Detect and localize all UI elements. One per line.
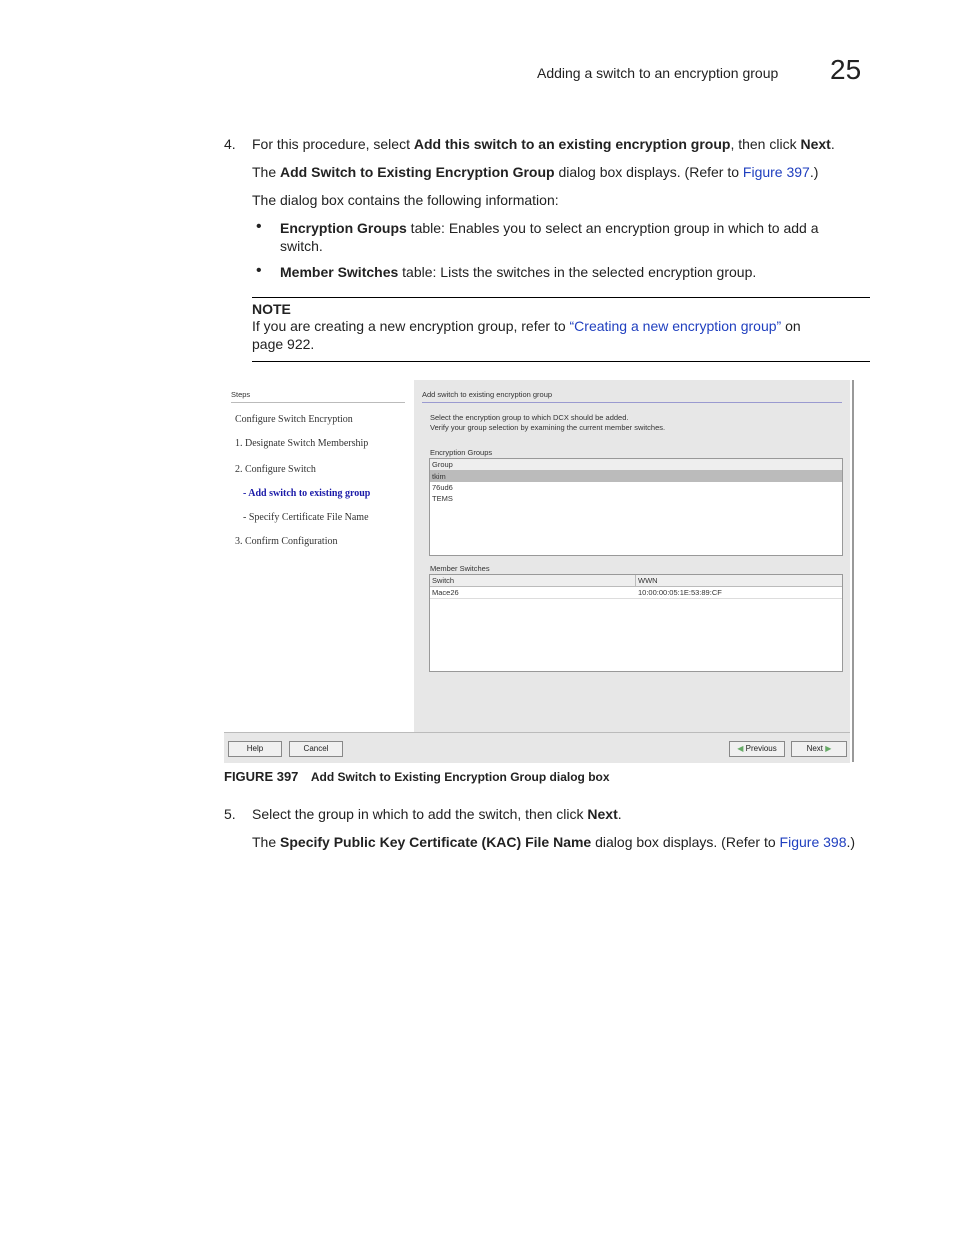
figure-caption bbox=[224, 768, 610, 786]
note-text bbox=[252, 317, 801, 353]
encryption-groups-table bbox=[429, 458, 843, 556]
panel-title: Add switch to existing encryption group bbox=[422, 390, 553, 399]
step-item: - Specify Certificate File Name bbox=[243, 512, 369, 523]
column-header[interactable]: Group bbox=[430, 459, 842, 471]
steps-title: Steps bbox=[231, 390, 251, 399]
text: . bbox=[617, 806, 622, 822]
column-header-switch[interactable]: Switch bbox=[432, 576, 455, 585]
chapter-number: 25 bbox=[830, 54, 862, 85]
step-4-text bbox=[252, 135, 835, 153]
button-name: Next bbox=[800, 136, 831, 152]
steps-panel bbox=[224, 380, 412, 732]
groups-label: Encryption Groups bbox=[430, 448, 493, 457]
member-switches-table bbox=[429, 574, 843, 672]
content-panel bbox=[414, 380, 850, 732]
table-row[interactable]: TEMS bbox=[432, 494, 453, 503]
text: page 922. bbox=[252, 336, 315, 352]
step-number: 5. bbox=[224, 806, 236, 822]
text: , then click bbox=[730, 136, 801, 152]
caption-text: Add Switch to Existing Encryption Group dialog box bbox=[310, 770, 610, 784]
members-label: Member Switches bbox=[430, 564, 490, 573]
cell-wwn: 10:00:00:05:1E:53:89:CF bbox=[638, 588, 722, 597]
cross-reference-link[interactable]: “Creating a new encryption group” bbox=[569, 318, 782, 334]
column-header-wwn[interactable]: WWN bbox=[635, 575, 658, 586]
note-top-rule bbox=[252, 297, 870, 298]
text: . bbox=[830, 136, 835, 152]
text: dialog box displays. (Refer to bbox=[591, 834, 780, 850]
text: Select the group in which to add the switch, then click bbox=[252, 806, 588, 822]
dialog-screenshot bbox=[224, 380, 854, 762]
text: on bbox=[781, 318, 801, 334]
text: dialog box displays. (Refer to bbox=[554, 164, 743, 180]
next-button[interactable] bbox=[791, 741, 847, 757]
step-number: 4. bbox=[224, 136, 236, 152]
text: .) bbox=[846, 834, 856, 850]
step-5-text bbox=[252, 805, 622, 823]
term: Member Switches bbox=[280, 264, 399, 280]
text: The bbox=[252, 164, 281, 180]
instruction: Select the encryption group to which DCX should be added. bbox=[430, 413, 629, 422]
paragraph-contains: The dialog box contains the following information: bbox=[252, 192, 559, 208]
figure-link[interactable]: Figure 398 bbox=[779, 834, 847, 850]
previous-button[interactable] bbox=[729, 741, 785, 757]
running-header: Adding a switch to an encryption group bbox=[537, 65, 779, 81]
table-row[interactable] bbox=[430, 587, 842, 599]
chevron-left-icon: ◀ bbox=[737, 744, 744, 753]
bullet-member-switches bbox=[280, 263, 756, 281]
note-label: NOTE bbox=[252, 301, 291, 317]
help-button[interactable]: Help bbox=[228, 741, 282, 757]
step-item: Configure Switch Encryption bbox=[235, 414, 353, 425]
figure-label: FIGURE 397 bbox=[224, 769, 299, 784]
step-item: 3. Confirm Configuration bbox=[235, 536, 338, 547]
table-row[interactable]: 76ud6 bbox=[432, 483, 453, 492]
bullet-encryption-groups bbox=[280, 219, 860, 255]
chevron-right-icon: ▶ bbox=[825, 744, 832, 753]
step-item-active: - Add switch to existing group bbox=[243, 488, 371, 499]
dialog-name: Specify Public Key Certificate (KAC) File Name bbox=[280, 834, 592, 850]
cell-switch: Mace26 bbox=[432, 588, 459, 597]
step-item: 2. Configure Switch bbox=[235, 464, 316, 475]
button-label: Next bbox=[806, 744, 824, 753]
button-name: Next bbox=[587, 806, 618, 822]
note-bottom-rule bbox=[252, 361, 870, 362]
bullet-icon: • bbox=[256, 218, 262, 235]
paragraph-next-dialog bbox=[252, 833, 855, 851]
text: The bbox=[252, 834, 281, 850]
dialog-name: Add Switch to Existing Encryption Group bbox=[280, 164, 555, 180]
figure-link[interactable]: Figure 397 bbox=[742, 164, 810, 180]
step-item: 1. Designate Switch Membership bbox=[235, 438, 369, 449]
button-label: Previous bbox=[745, 744, 777, 753]
button-bar bbox=[224, 732, 850, 763]
text: table: Enables you to select an encryption group in which to add a bbox=[406, 220, 819, 236]
text: For this procedure, select bbox=[252, 136, 414, 152]
option-name: Add this switch to an existing encryption group bbox=[413, 136, 731, 152]
cancel-button[interactable]: Cancel bbox=[289, 741, 343, 757]
text: .) bbox=[809, 164, 819, 180]
text: If you are creating a new encryption group, refer to bbox=[252, 318, 570, 334]
term: Encryption Groups bbox=[280, 220, 407, 236]
divider bbox=[422, 402, 842, 403]
table-row-selected[interactable]: tkim bbox=[430, 471, 842, 482]
instruction: Verify your group selection by examining the current member switches. bbox=[430, 423, 666, 432]
table-header-row bbox=[430, 575, 842, 587]
text: switch. bbox=[280, 238, 323, 254]
bullet-icon: • bbox=[256, 262, 262, 279]
paragraph-dialog-displays bbox=[252, 163, 818, 181]
text: table: Lists the switches in the selected encryption group. bbox=[398, 264, 757, 280]
divider bbox=[231, 402, 405, 403]
